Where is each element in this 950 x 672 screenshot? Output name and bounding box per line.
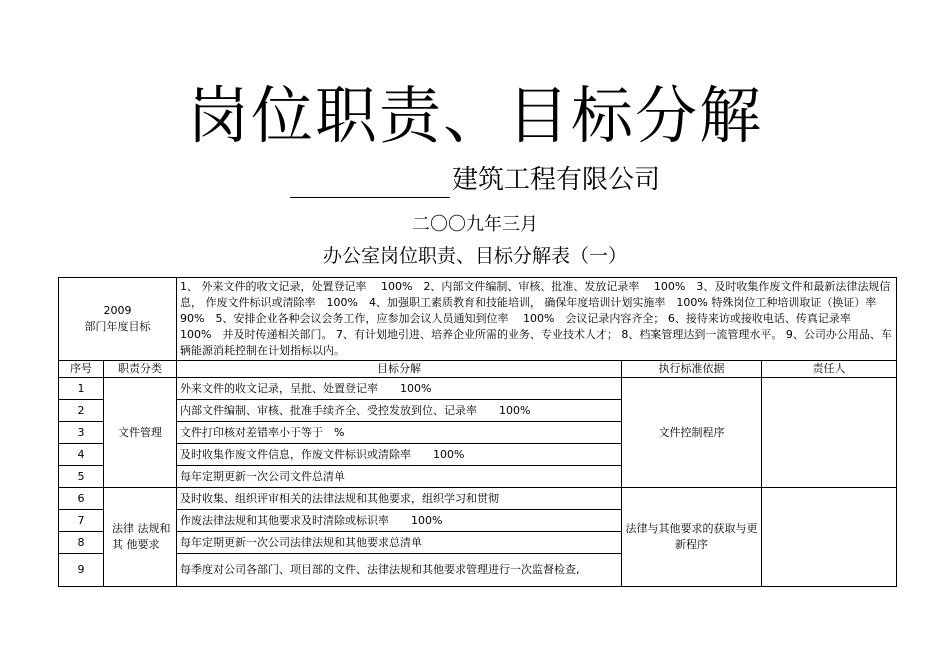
header-responsible: 责任人 [762,361,897,378]
row-seq: 4 [59,444,104,466]
goal-label-cell [59,278,177,361]
responsible-cell [762,488,897,587]
company-name-blank [290,171,450,198]
row-text: 文件打印核对差错率小于等于 % [177,422,622,444]
row-seq: 2 [59,400,104,422]
header-standard: 执行标准依据 [622,361,762,378]
row-text: 及时收集、组织评审相关的法律法规和其他要求，组织学习和贯彻 [177,488,622,510]
row-seq: 1 [59,378,104,400]
header-category: 职责分类 [104,361,177,378]
document-title: 岗位职责、目标分解 [186,79,763,152]
row-text: 作废法律法规和其他要求及时清除或标识率 100% [177,510,622,532]
table-row [59,378,897,400]
standard-cell: 文件控制程序 [622,378,762,488]
row-text: 每季度对公司各部门、项目部的文件、法律法规和其他要求管理进行一次监督检查, [177,554,622,587]
row-text: 每年定期更新一次公司法律法规和其他要求总清单 [177,532,622,554]
row-text: 内部文件编制、审核、批准手续齐全、受控发放到位、记录率 100% [177,400,622,422]
goal-row [59,278,897,361]
row-seq: 7 [59,510,104,532]
category-cell: 法律 法规和其 他要求 [104,488,177,587]
document-date: 二〇〇九年三月 [412,214,538,235]
category-cell: 文件管理 [104,378,177,488]
row-seq: 5 [59,466,104,488]
row-seq: 9 [59,554,104,587]
company-line [0,162,950,198]
responsible-cell [762,378,897,488]
header-row [59,361,897,378]
goal-label: 部门年度目标 [84,320,151,333]
row-seq: 3 [59,422,104,444]
row-text: 及时收集作废文件信息，作废文件标识或清除率 100% [177,444,622,466]
row-seq: 8 [59,532,104,554]
goal-text: 1、 外来文件的收文记录，处置登记率 100% 2、内部文件编制、审核、批准、发放记录率 100% 3、及时收集作废文件和最新法律法规信息， 作废文件标识或清除率 100% 4、加强职工素质教育和技能培训， 确保年度培训计划实施率 100% 特殊岗位工种培训取证（换证）率 90% 5、安排企业各种会议会务工作，应参加会议人员通知到位率 100% 会议记录内容齐全； 6、接待来访或接收电话、传真记录率 100% 并及时传递相关部门。 7、有计划地引进、培养企业所需的业务、专业技术人才； 8、档案管理达到一流管理水平。 9、公司办公用品、车辆能源消耗控制在计划指标以内。 [177,278,897,361]
row-seq: 6 [59,488,104,510]
table-row [59,488,897,510]
header-decomposition: 目标分解 [177,361,622,378]
standard-cell: 法律与其他要求的获取与更新程序 [622,488,762,587]
table-title: 办公室岗位职责、目标分解表（一） [322,245,627,267]
responsibility-table [58,277,897,587]
row-text: 每年定期更新一次公司文件总清单 [177,466,622,488]
goal-year: 2009 [103,304,132,317]
row-text: 外来文件的收文记录，呈批、处置登记率 100% [177,378,622,400]
header-seq: 序号 [59,361,104,378]
company-name: 建筑工程有限公司 [451,165,660,195]
